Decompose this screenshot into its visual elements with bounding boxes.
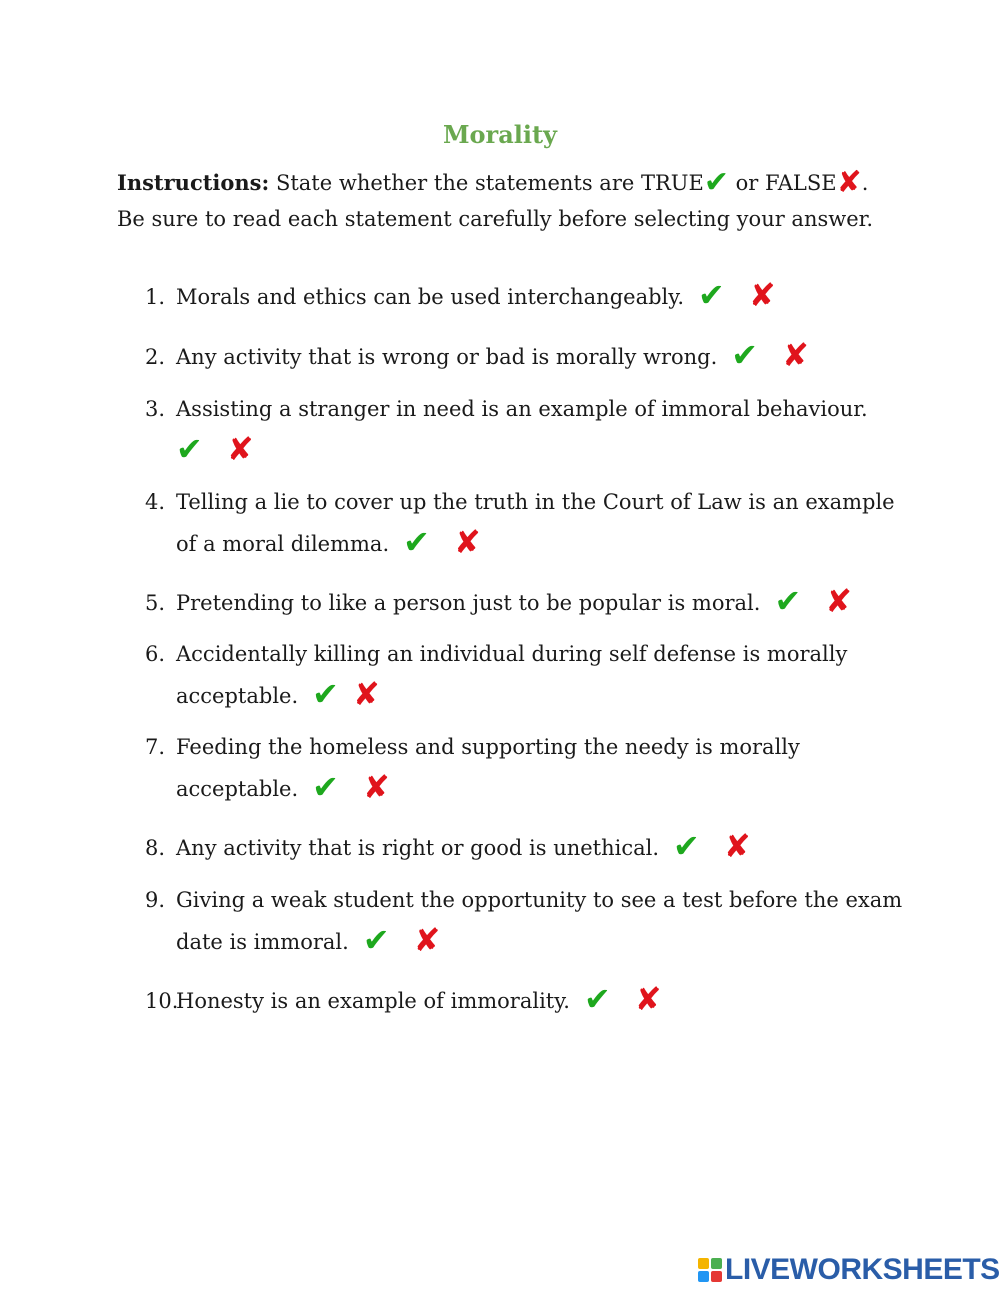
question-text: Pretending to like a person just to be popular is moral. <box>176 591 761 615</box>
question-5 <box>145 582 905 624</box>
instructions-lead: Instructions: <box>117 170 270 195</box>
logo-text: LIVEWORKSHEETS <box>725 1253 1000 1286</box>
true-check-icon[interactable]: ✔ <box>698 276 725 314</box>
question-7 <box>145 726 905 810</box>
true-check-icon[interactable]: ✔ <box>312 768 339 806</box>
true-check-icon[interactable]: ✔ <box>312 675 339 713</box>
question-text: Giving a weak student the opportunity to see a test before the exam date is immoral. <box>176 888 903 954</box>
instructions-line2: Be sure to read each statement carefully before selecting your answer. <box>117 207 874 231</box>
true-check-icon[interactable]: ✔ <box>673 827 700 865</box>
question-6 <box>145 633 905 717</box>
question-text: Accidentally killing an individual during self defense is morally acceptable. <box>176 642 848 708</box>
question-text: Feeding the homeless and supporting the needy is morally acceptable. <box>176 735 800 801</box>
instructions-part3: . <box>861 171 869 195</box>
question-text: Telling a lie to cover up the truth in the Court of Law is an example of a moral dilemma. <box>176 490 895 556</box>
false-cross-icon[interactable]: ✘ <box>453 523 481 561</box>
false-cross-icon[interactable]: ✘ <box>782 336 809 374</box>
question-number: 7. <box>145 735 166 759</box>
false-cross-icon[interactable]: ✘ <box>362 768 390 806</box>
question-2 <box>145 336 905 378</box>
liveworksheets-logo[interactable] <box>698 1252 1000 1288</box>
true-check-icon[interactable]: ✔ <box>583 980 611 1018</box>
question-number: 1. <box>145 285 166 309</box>
question-number: 8. <box>145 836 166 860</box>
true-check-icon[interactable]: ✔ <box>362 921 390 959</box>
question-number: 4. <box>145 490 166 514</box>
false-cross-icon[interactable]: ✘ <box>634 980 662 1018</box>
cross-icon: ✘ <box>836 165 862 200</box>
question-text: Any activity that is wrong or bad is morally wrong. <box>176 345 718 369</box>
question-number: 3. <box>145 397 166 421</box>
question-3 <box>145 388 905 472</box>
instructions <box>117 165 917 237</box>
question-number: 2. <box>145 345 166 369</box>
logo-square <box>711 1271 722 1282</box>
question-text: Any activity that is right or good is unethical. <box>176 836 660 860</box>
question-number: 5. <box>145 591 166 615</box>
question-number: 9. <box>145 888 166 912</box>
instructions-part1: State whether the statements are TRUE <box>275 171 704 195</box>
false-cross-icon[interactable]: ✘ <box>352 675 380 713</box>
question-8 <box>145 827 905 869</box>
logo-square <box>698 1258 709 1269</box>
question-number: 10. <box>145 989 179 1013</box>
question-4 <box>145 481 905 565</box>
true-check-icon[interactable]: ✔ <box>731 336 759 374</box>
false-cross-icon[interactable]: ✘ <box>226 430 254 468</box>
question-text: Morals and ethics can be used interchangeably. <box>176 285 685 309</box>
logo-mark-icon <box>698 1258 722 1282</box>
true-check-icon[interactable]: ✔ <box>176 430 203 468</box>
false-cross-icon[interactable]: ✘ <box>723 827 751 865</box>
false-cross-icon[interactable]: ✘ <box>748 276 776 314</box>
worksheet-title: Morality <box>442 120 558 149</box>
true-check-icon[interactable]: ✔ <box>403 523 430 561</box>
check-icon: ✔ <box>703 165 729 200</box>
logo-square <box>711 1258 722 1269</box>
question-1 <box>145 276 905 318</box>
false-cross-icon[interactable]: ✘ <box>413 921 441 959</box>
question-10 <box>145 980 905 1022</box>
false-cross-icon[interactable]: ✘ <box>825 582 853 620</box>
true-check-icon[interactable]: ✔ <box>774 582 802 620</box>
question-9 <box>145 879 905 963</box>
question-number: 6. <box>145 642 166 666</box>
question-text: Assisting a stranger in need is an example of immoral behaviour. <box>176 397 868 421</box>
logo-square <box>698 1271 709 1282</box>
question-text: Honesty is an example of immorality. <box>176 989 570 1013</box>
instructions-part2: or FALSE <box>735 171 837 195</box>
